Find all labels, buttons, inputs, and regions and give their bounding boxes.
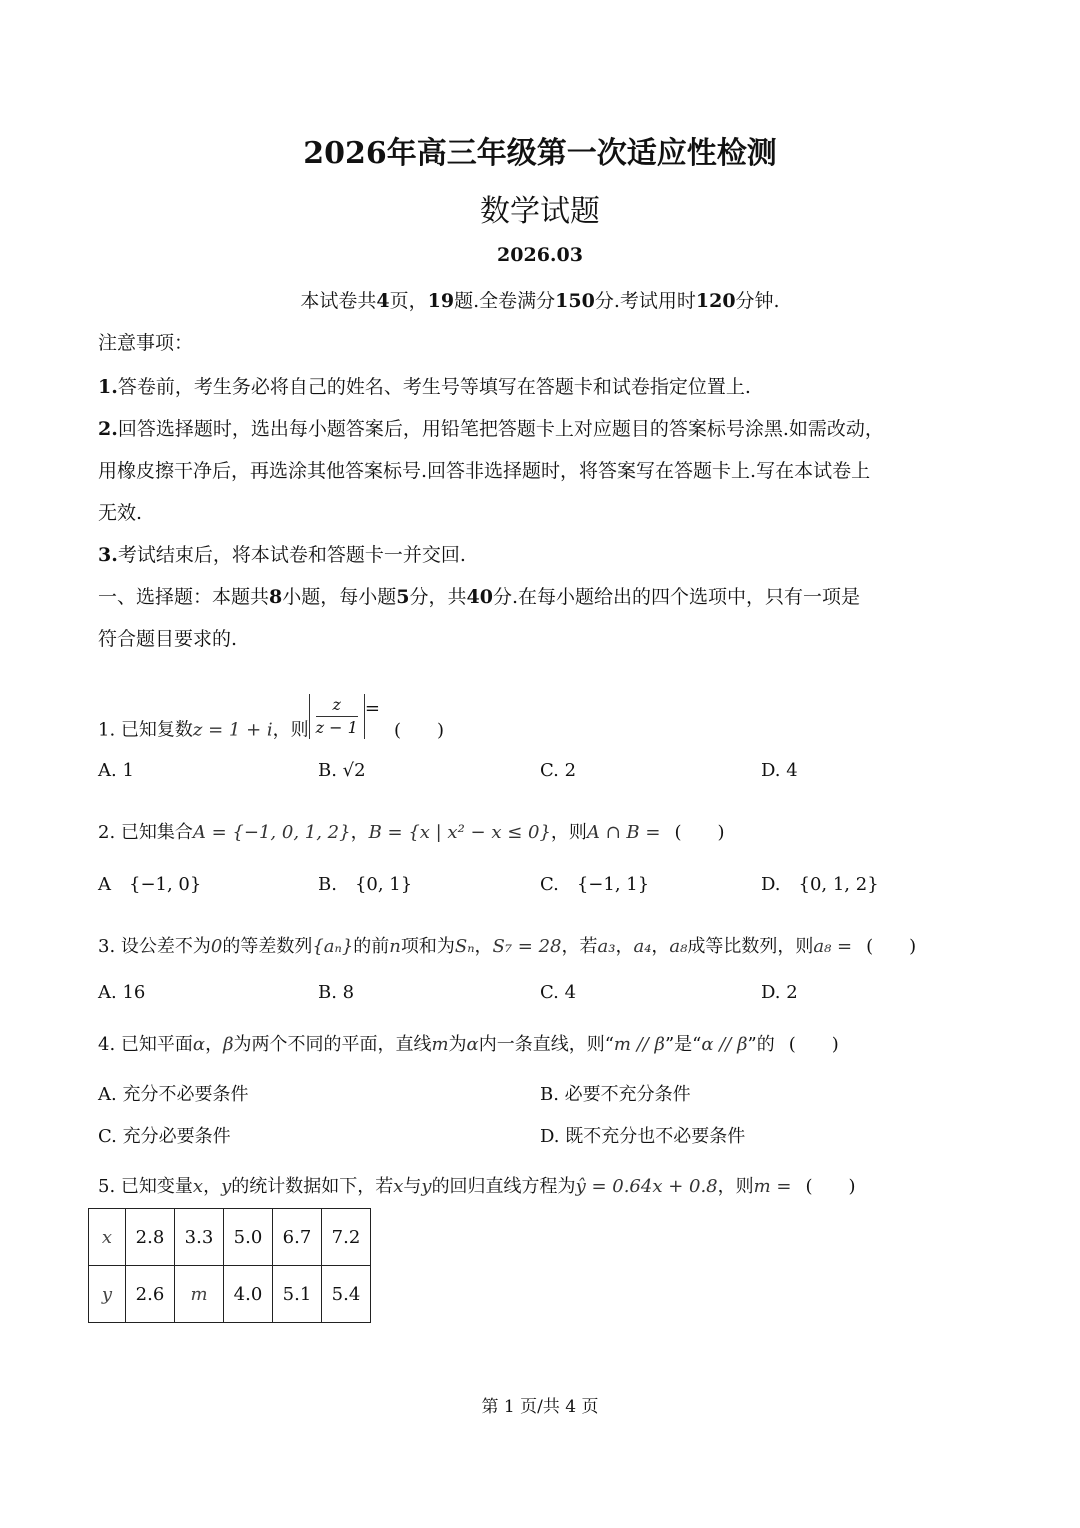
q4-option-d: D. 既不充分也不必要条件 (540, 1126, 746, 1147)
table-cell: 5.4 (322, 1266, 371, 1323)
table-cell: 4.0 (224, 1266, 273, 1323)
exam-date: 2026.03 (497, 244, 583, 266)
q2-option-c: C. {−1, 1} (540, 874, 650, 895)
question-4: 4. 已知平面α，β为两个不同的平面，直线m为α内一条直线，则“m // β”是“α // β”的 ( ) (98, 1034, 839, 1055)
q4-option-b: B. 必要不充分条件 (540, 1084, 691, 1105)
q3-option-a: A. 16 (98, 982, 146, 1003)
table-row (89, 1266, 371, 1323)
table-header-y: y (89, 1266, 126, 1323)
table-row (89, 1209, 371, 1266)
q4-option-a: A. 充分不必要条件 (98, 1084, 249, 1105)
notice-item-2-line-2: 用橡皮擦干净后，再选涂其他答案标号.回答非选择题时，将答案写在答题卡上.写在本试卷上 (98, 460, 871, 482)
notice-item-2-line-3: 无效. (98, 502, 143, 524)
exam-summary: 本试卷共4页，19题.全卷满分150分.考试用时120分钟. (300, 290, 780, 312)
exam-title: 2026年高三年级第一次适应性检测 (303, 136, 777, 171)
question-5: 5. 已知变量x，y的统计数据如下，若x与y的回归直线方程为ŷ = 0.64x + 0.8，则m = ( ) (98, 1176, 856, 1197)
table-cell: 7.2 (322, 1209, 371, 1266)
page-footer: 第 1 页/共 4 页 (481, 1397, 599, 1417)
question-3: 3. 设公差不为0的等差数列{aₙ}的前n项和为Sₙ，S₇ = 28，若a₃，a₄，a₈成等比数列，则a₈ = ( ) (98, 936, 917, 957)
q1-option-a: A. 1 (98, 760, 134, 781)
q3-option-b: B. 8 (318, 982, 355, 1003)
q1-option-b: B. √2 (318, 760, 366, 781)
notice-heading: 注意事项： (98, 332, 194, 354)
section-1-heading: 一、选择题：本题共8小题，每小题5分，共40分.在每小题给出的四个选项中，只有一项是 (98, 586, 861, 608)
question-1: 1. 已知复数z = 1 + i，则 $\frac{z}{z - 1}$ =( ) (98, 695, 444, 741)
question-2: 2. 已知集合A = {−1, 0, 1, 2}，B = {x | x² − x ≤ 0}，则A ∩ B = ( ) (98, 822, 725, 843)
regression-data-table (88, 1208, 371, 1323)
notice-item-2: 2.回答选择题时，选出每小题答案后，用铅笔把答题卡上对应题目的答案标号涂黑.如需改动， (98, 418, 884, 440)
table-cell: 5.0 (224, 1209, 273, 1266)
q2-option-a: A {−1, 0} (98, 874, 202, 895)
notice-item-1: 1.答卷前，考生务必将自己的姓名、考生号等填写在答题卡和试卷指定位置上. (98, 376, 751, 398)
section-1-heading-line-2: 符合题目要求的. (98, 628, 238, 650)
table-cell: m (175, 1266, 224, 1323)
q2-option-d: D. {0, 1, 2} (761, 874, 879, 895)
exam-subtitle: 数学试题 (480, 194, 600, 229)
table-cell: 5.1 (273, 1266, 322, 1323)
q3-option-c: C. 4 (540, 982, 577, 1003)
table-cell: 2.6 (126, 1266, 175, 1323)
q2-option-b: B. {0, 1} (318, 874, 413, 895)
abs-fraction: $\frac{z}{z - 1}$ (309, 694, 365, 739)
table-header-x: x (89, 1209, 126, 1266)
q4-option-c: C. 充分必要条件 (98, 1126, 231, 1147)
table-cell: 3.3 (175, 1209, 224, 1266)
q3-option-d: D. 2 (761, 982, 798, 1003)
q1-option-c: C. 2 (540, 760, 577, 781)
table-cell: 6.7 (273, 1209, 322, 1266)
notice-item-3: 3.考试结束后，将本试卷和答题卡一并交回. (98, 544, 466, 566)
table-cell: 2.8 (126, 1209, 175, 1266)
q1-option-d: D. 4 (761, 760, 798, 781)
